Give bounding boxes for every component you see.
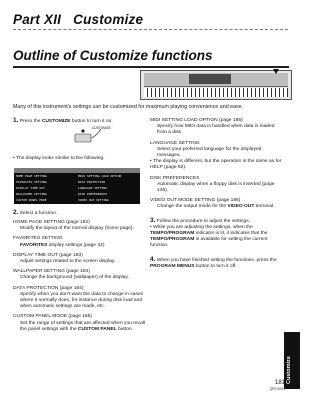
part-label: Part XII <box>13 12 62 27</box>
lcd-menu-item: WALLPAPER SETTING <box>16 192 47 196</box>
page-number: 181 <box>274 380 285 386</box>
customize-button-label: CUSTOMIZE <box>92 126 111 130</box>
step-3-bullet <box>150 225 282 250</box>
function-desc-text: Set the range of settings that are affected when you recall the panel settings with the <box>20 320 145 332</box>
function-title: VIDEO OUT MODE SETTING (page 186) <box>150 198 241 204</box>
section-rule <box>13 66 289 68</box>
keyboard-illustration <box>140 70 292 100</box>
customize-button-illustration <box>74 125 111 147</box>
function-title: LANGUAGE SETTING <box>150 140 200 146</box>
step-2-number: 2. <box>13 209 19 216</box>
step-3-bullet-text: • While you are adjusting the settings, when the <box>150 224 253 230</box>
function-list-right <box>150 118 282 270</box>
lcd-menu-item: DISPLAY TIME OUT <box>16 186 45 190</box>
step-3-bullet-bold: TEMPO/PROGRAM <box>150 231 195 237</box>
step-2-text: Select a function. <box>19 211 58 216</box>
lcd-menu-item: DISK PREFERENCES <box>78 192 107 196</box>
function-desc-bold: CUSTOM PANEL <box>77 326 117 332</box>
function-desc-bold: FAVORITES <box>20 242 48 248</box>
function-title: DISPLAY TIME OUT (page 183) <box>13 252 83 258</box>
step-1-bold: CUSTOMIZE <box>41 119 71 124</box>
step-1-number: 1. <box>13 117 19 124</box>
function-desc-text-end: button. <box>116 326 133 332</box>
function-desc <box>13 321 145 333</box>
side-tab-label: Customize <box>286 356 292 384</box>
lcd-title-bar <box>14 168 140 173</box>
step-1-text: Press the <box>19 119 42 124</box>
function-title: DATA PROTECTION (page 184) <box>13 285 84 291</box>
step-4-bold: PROGRAM MENUS <box>150 263 195 269</box>
lcd-menu-item: MIDI SETTING LOAD OPTION <box>78 174 122 178</box>
display-note: • The display looks similar to the following. <box>13 156 105 161</box>
function-title: MIDI SETTING LOAD OPTION (page 185) <box>150 118 243 123</box>
function-desc: Adjust settings related to the screen display. <box>20 259 116 265</box>
step-3-bullet-text-mid: indicator is lit, it indicates that the <box>194 231 268 237</box>
side-tab <box>284 332 300 389</box>
function-desc: Modify the layout of the normal display (home page). <box>20 226 134 232</box>
lcd-menu-item: HOME PAGE SETTING <box>16 174 47 178</box>
step-3 <box>150 218 282 225</box>
function-title: CUSTOM PANEL MODE (page 185) <box>13 314 92 320</box>
function-desc-bold: VIDEO OUT <box>227 204 255 210</box>
function-desc-text: Change the output mode for the <box>157 204 228 210</box>
arrow-down-icon <box>273 69 279 74</box>
step-3-bullet-bold-2: TEMPO/PROGRAM <box>150 237 195 243</box>
page-code: QRT0001 <box>269 387 285 391</box>
part-title <box>13 12 143 27</box>
function-title: DISK PREFERENCES <box>150 175 200 181</box>
function-list-left <box>13 220 145 333</box>
step-3-number: 3. <box>150 216 156 224</box>
step-4 <box>150 257 282 270</box>
function-desc <box>13 243 145 249</box>
function-title: FAVORITES SETTING <box>13 236 63 242</box>
step-2 <box>13 210 145 217</box>
lcd-menu-item: DATA PROTECTION <box>78 180 106 184</box>
function-desc: Specify when you don't want the data to change in cases where it normally does, for instance during disk load and when automatic settings are made, etc. <box>20 291 144 310</box>
step-3-text: Follow the procedure to adjust the settings. <box>156 218 251 224</box>
header-rule <box>13 29 288 30</box>
function-desc: Change the background (wallpaper) of the display. <box>20 275 129 281</box>
function-desc: Automatic display when a floppy disk is inserted (page 136). <box>157 181 275 194</box>
step-4-text: When you have finished setting the functions, press the <box>156 257 277 263</box>
function-desc-text: display settings (page 32) <box>47 242 105 248</box>
function-desc <box>150 204 282 210</box>
step-4-number: 4. <box>150 255 156 263</box>
lcd-menu-item: VIDEO OUT SETTING <box>78 198 109 202</box>
function-bullet: • The display is different, but the operation is the same as for HELP (page 92). <box>150 159 282 171</box>
step-3-bullet-text-end: is available for setting the current function. <box>150 237 268 249</box>
step-4-text-end: button to turn it off. <box>194 263 237 269</box>
keyboard-display <box>189 74 231 84</box>
intro-text: Many of this instrument's settings can be customized for maximum playing convenience and ease. <box>13 104 244 110</box>
function-desc: Specify how MIDI data is handled when data is loaded from a disk. <box>157 124 275 136</box>
function-title: WALLPAPER SETTING (page 184) <box>13 269 90 275</box>
lcd-menu-item: FAVORITES SETTING <box>16 180 47 184</box>
function-desc-text-end: terminal. <box>254 204 275 210</box>
function-title: HOME PAGE SETTING (page 182) <box>13 220 90 225</box>
part-name: Customize <box>73 12 144 27</box>
lcd-display <box>14 168 140 204</box>
step-1-text-end: button to turn it on. <box>70 119 113 124</box>
section-title: Outline of Customize functions <box>13 48 213 63</box>
function-desc: Select your preferred language for the displayed messages. <box>157 146 262 159</box>
keyboard-keys <box>144 88 288 97</box>
lcd-menu-item: LANGUAGE SETTING <box>78 186 107 190</box>
lcd-menu-item: CUSTOM PANEL MODE <box>16 198 47 202</box>
